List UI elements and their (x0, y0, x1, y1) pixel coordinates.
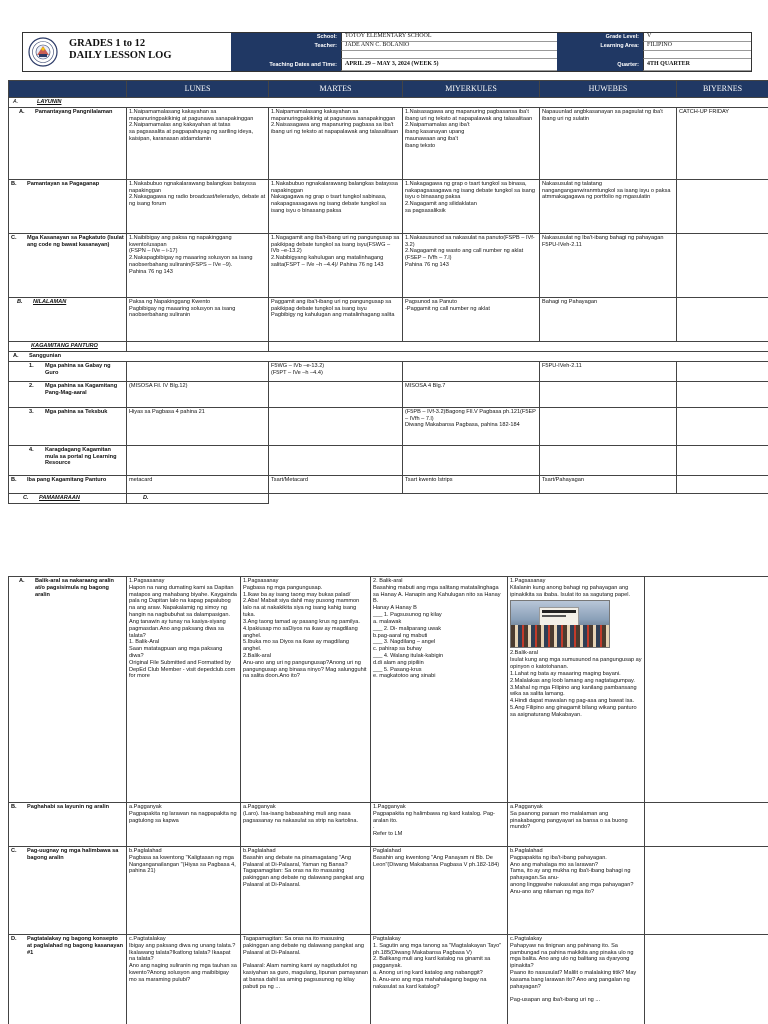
row-label (9, 233, 127, 297)
table-row (9, 803, 768, 847)
newspaper-subhead-bar (542, 615, 566, 617)
cell-miyerkules: Pagsunod sa Panuto -Paggamit ng call number ng aklat (403, 297, 540, 341)
cell-lunes (127, 445, 269, 475)
spacer-left (231, 51, 341, 59)
cell-biyernes (645, 935, 768, 1024)
header-info (231, 33, 751, 71)
kag-blank-wide (269, 341, 768, 351)
layunin-row (9, 97, 768, 107)
cell-huwebes: Napauunlad angbkasanayan sa pagsulat ng iba't ibang uri ng sulatin (540, 107, 677, 179)
row-letter: B. (17, 298, 23, 305)
cell-huwebes: b.Paglalahad Pagpapakita ng iba't-ibang pahayagan. Ano ang mahalaga mo sa larawan? Tama, ito ay ang mukha ng iba't-ibang bahagi ng pahayagan.Sa anu- anong linggwahe nakasulat ang mga pahayagan? Anu-ano ang nilaman ng mga ito? (508, 847, 645, 935)
info-row-1 (231, 33, 751, 42)
cell-miyerkules: 1.Pagganyak Pagpapakita ng halimbawa ng kard katalog. Pag-aralan ito. . Refer to LM (371, 803, 508, 847)
cell-martes: b.Paglalahad Basahin ang debate na pinamagatang "Ang Palaaral at Di-Palaaral, Yaman ng Bansa? Tagapamagitan: Sa oras na ito masusing pakinggan ang debate ng dalawang pangkat ang Palaaral at Di-Palaaral. (241, 847, 371, 935)
cell-miyerkules: 1.Nakagagawa ng grap o tsart tungkol sa binasa, nakapagsasagawa ng isang debate tungkol sa isang isyu o binasang paksa 2.Nagagamit ang silidaklatan sa pagsasaliksik (403, 179, 540, 233)
cell-huwebes: F5PU-IVeh-2.11 (540, 361, 677, 381)
row-letter: C. (11, 234, 17, 241)
spacer-right (557, 51, 643, 59)
cell-biyernes (677, 179, 768, 233)
day-header-row (9, 81, 768, 98)
row-label (9, 935, 127, 1024)
cell-huwebes (508, 577, 645, 803)
cell-huwebes (540, 407, 677, 445)
newspaper-photo (510, 600, 610, 648)
area-label: Learning Area: (557, 42, 643, 51)
teacher-value: JADE ANN C. BOLANIO (341, 42, 557, 51)
row-letter: B. (11, 804, 17, 810)
table-row (9, 847, 768, 935)
table-row (9, 107, 768, 179)
row-title: Mga pahina sa Kagamitang Pang-Mag-aaral (45, 382, 118, 396)
header-blank (9, 81, 127, 98)
row-num: 2. (29, 382, 34, 389)
row-title: Karagdagang Kagamitan mula sa portal ng Learning Resource (45, 446, 117, 467)
row-title: Pamantayang Pangnilalaman (35, 108, 113, 115)
pamamaraan-d: D. (127, 493, 269, 503)
row-label (9, 475, 127, 493)
row-label (9, 407, 127, 445)
cell-lunes: Paksa ng Napakinggang Kwento Pagbibigay ng maaaring solusyon sa isang naobserbahang suliranin (127, 297, 269, 341)
kagamitang-label: KAGAMITANG PANTURO (9, 341, 127, 351)
pamamaraan-letter: C. (23, 494, 29, 501)
kag-blank (127, 341, 269, 351)
kagamitang-row (9, 341, 768, 351)
quarter-value: 4TH QUARTER (643, 59, 751, 71)
deped-seal-icon (28, 37, 58, 67)
row-label (9, 381, 127, 407)
cell-lunes: Hiyas sa Pagbasa 4 pahina 21 (127, 407, 269, 445)
cell-lunes: 1.Nakabubuo ngnakalarawang balangkas batayssa napakinggan 2.Nakagagawa ng radio broadcast/teleradyo, debate at ng isang forum (127, 179, 269, 233)
huwebes-pagsasanay: 1.Pagsasanay Kilalanin kung anong bahagi ng pahayagan ang ipinakikita sa ibaba. Isulat ito sa sagutang papel. (510, 578, 631, 598)
cell-miyerkules (403, 361, 540, 381)
row-title: NILALAMAN (33, 298, 67, 305)
cell-martes (269, 381, 403, 407)
row-title: Iba pang Kagamitang Panturo (27, 476, 107, 483)
day-biyernes: BIYERNES (677, 81, 768, 98)
cell-lunes: 1.Naipamamalasang kakayahan sa mapanuringpakikinig at pagunawa sanapakinggan 2.Naipamamalas ang kakayahan at tatas sa pagsasalita at pagpapahayag ng sariling ideya, kaisipan, karanasan atdamdamin (127, 107, 269, 179)
cell-martes: Paggamit ang iba't-ibang uri ng pangungusap sa pakikipag debate tungkol sa isang isyu Pagbibigy ng kahulugan ang matalinhagang salita (269, 297, 403, 341)
row-title: Pag-uugnay ng mga halimbawa sa bagong aralin (27, 848, 119, 861)
school-value: TOTOY ELEMENTARY SCHOOL (341, 33, 557, 42)
row-label (9, 847, 127, 935)
cell-huwebes: Bahagi ng Pahayagan (540, 297, 677, 341)
cell-martes (269, 407, 403, 445)
cell-lunes: 1.Naibibigay ang paksa ng napakinggang kwento/usapan (FSPN – IVe – i-17) 2.Nakapagbibigay ng maaaring solusyon sa isang naobserbahang suliranin(FSPS – IVe –9). Pahina 76 ng 143 (127, 233, 269, 297)
pamamaraan-blank (269, 493, 768, 503)
cell-miyerkules: Tsart kwento lstrips (403, 475, 540, 493)
row-label (9, 577, 127, 803)
table-row (9, 381, 768, 407)
logo-area (23, 33, 231, 71)
title-line-1: GRADES 1 to 12 (69, 38, 146, 49)
cell-martes: Tsart/Metacard (269, 475, 403, 493)
nilalaman-row (9, 297, 768, 341)
table-row (9, 935, 768, 1024)
teacher-label: Teacher: (231, 42, 341, 51)
row-letter: C. (11, 848, 17, 854)
cell-miyerkules: 1.Nakasusunod sa nakasulat na panuto(FSPB – IVf-3.2) 2.Nagagamit ng wasto ang call number ng aklat (FSEP – IVfh – 7.l) Pahina 76 ng 143 (403, 233, 540, 297)
info-row-spacer (231, 51, 751, 59)
cell-lunes: a.Pagganyak Pagpapakita ng larawan na nagpapakita ng pagtulong sa kapwa (127, 803, 241, 847)
table-row (9, 179, 768, 233)
cell-miyerkules: Pagtalakay 1. Sagutin ang mga tanong sa "Magtalakayan Tayo" ph.185(Diwang Makabansa Pagbasa V) 2. Balikang muli ang kard katalog na ginamit sa pagganyak. a. Anong uri ng kard katalog ang nabanggit? b. Anu-ano ang mga mahahalagang bagay na nakasulat sa kard katalog? (371, 935, 508, 1024)
doc-title (69, 38, 172, 62)
layunin-cell (9, 97, 768, 107)
cell-biyernes (677, 475, 768, 493)
cell-miyerkules: 2. Balik-aral Basahing mabuti ang mga salitang matatalinghaga sa Hanay A. Hanapin ang Kahulugan nito sa Hanay B. Hanay A Hanay B ___ 1. Pagsusunog ng kilay a. malawak ___ 2. Di- maliparang uwak b.pag-aaral ng mabuti ___ 3. Nagdilang – angel c. pahirap sa buhay ___ 4. Walang itulak-kabigin d.di alam ang pipiliin ___ 5. Pasang-krus e. magkatotoo ang sinabi (371, 577, 508, 803)
cell-huwebes: Nakasusulat ng talatang nanganganganwiranmtungkol sa isang isyu o paksa atmmakagagawa ng portfolio ng mgasulatin (540, 179, 677, 233)
cell-miyerkules: 1.Naisasagawa ang mapanuring pagbasansa iba't ibang uri ng teksto at napapalawak ang talasalitaan 2.Naipamamalas ang iba't ibang kasanayan upang maunawaan ang iba't ibang teksto (403, 107, 540, 179)
cell-miyerkules: (F5PB – IVf-3.2)Bagong FIl.V Pagbasa ph.121(F5EP – IVfh – 7.l) Diwang Makabansa Pagbasa, pahina 182-184 (403, 407, 540, 445)
row-label (9, 361, 127, 381)
row-title: Mga pahina sa Gabay ng Guro (45, 362, 111, 376)
cell-miyerkules (403, 445, 540, 475)
layunin-label: LAYUNIN (37, 98, 62, 105)
row-title: Mga pahina sa Teksbuk (45, 408, 108, 415)
spacer-end (643, 51, 751, 59)
day-miyerkules: MIYERKULES (403, 81, 540, 98)
cell-huwebes (540, 381, 677, 407)
huwebes-balik-aral: 2.Balik-aral Isulat kung ang mga sumusunod na pangungusap ay opinyon o katotohanan. 1.Lahat ng bata ay maaaring maging bayani. 2.Malalakas ang loob lamang ang nagtatagumpay. 3.Mahal ng mga Filipino ang kanilang pambansang wika sa salita lamang. 4.Hindi dapat mawalan ng pag-asa ang bawat isa. 5.Ang Filipino ang ginagamit bilang wikang panturo sa asignaturang Makabayan. (510, 650, 642, 718)
table-row (9, 445, 768, 475)
cell-biyernes (645, 803, 768, 847)
dll-header (22, 32, 752, 72)
cell-martes: a.Pagganyak (Laro). Isa-isang babasahing muli ang nasa pagsasanay na nakasulat sa strip na kartolina. (241, 803, 371, 847)
cell-biyernes (677, 233, 768, 297)
pamamaraan-label: PAMAMARAAN (39, 494, 80, 501)
cell-martes: 1.Nagagamit ang iba't-ibang uri ng pangungusap sa pakikipag debate tungkol sa isang isyu(FSWG – IVb –e-13.2) 2.Nabibigyang kahulugan ang matalinhagang salita(FSPT – IVe –h –4.4)/ Pahina 76 ng 143 (269, 233, 403, 297)
sanggunian-cell (9, 351, 768, 361)
cell-biyernes (677, 297, 768, 341)
sanggunian-row (9, 351, 768, 361)
row-label (9, 445, 127, 475)
lesson-table-bottom (8, 576, 768, 1024)
table-row (9, 577, 768, 803)
layunin-letter: A. (13, 98, 19, 105)
row-label (9, 297, 127, 341)
pamamaraan-row (9, 493, 768, 503)
info-row-3 (231, 59, 751, 71)
sanggunian-label: Sanggunian (29, 352, 62, 359)
cell-huwebes (540, 445, 677, 475)
row-label (9, 179, 127, 233)
cell-lunes (127, 361, 269, 381)
table-row (9, 233, 768, 297)
grade-label: Grade Level: (557, 33, 643, 42)
title-line-2: DAILY LESSON LOG (69, 50, 172, 62)
cell-biyernes (677, 445, 768, 475)
row-title: Balik-aral sa nakaraang aralin at/o pagsisimula ng bagong aralin (35, 578, 114, 598)
lesson-table-top (8, 80, 768, 504)
sanggunian-letter: A. (13, 352, 19, 359)
cell-huwebes: Tsart/Pahayagan (540, 475, 677, 493)
info-row-2 (231, 42, 751, 51)
area-value: FILIPINO (643, 42, 751, 51)
row-letter: D. (11, 936, 17, 942)
row-label (9, 107, 127, 179)
day-lunes: LUNES (127, 81, 269, 98)
cell-lunes: (MISOSA Fil. IV Blg.12) (127, 381, 269, 407)
cell-biyernes: CATCH-UP FRIDAY (677, 107, 768, 179)
dates-label: Teaching Dates and Time: (231, 59, 341, 71)
table-row (9, 361, 768, 381)
row-title: Paghahabi sa layunin ng aralin (27, 804, 110, 810)
cell-biyernes (645, 847, 768, 935)
cell-miyerkules: MISOSA 4 Blg.7 (403, 381, 540, 407)
dates-value: APRIL 29 – MAY 3, 2024 (WEEK 5) (341, 59, 557, 71)
quarter-label: Quarter: (557, 59, 643, 71)
row-letter: A. (19, 578, 25, 584)
cell-lunes: c.Pagtatalakay Ibigay ang paksang diwa ng unang talata.?Ikalawang talata?Ikatlong talata? Ikaapat na talata? Ano ang naging suliranin ng mga tauhan sa kwento?Anong solusyon ang maibibigay mo sa maraming pulubi? (127, 935, 241, 1024)
cell-huwebes: a.Pagganyak Sa paanong paraan mo malalaman ang pinakabagong pangyayari sa bansa o sa buong mundo? (508, 803, 645, 847)
row-label (9, 803, 127, 847)
grade-value: V (643, 33, 751, 42)
cell-martes: 1.Nakabubuo ngnakalarawang balangkas batayssa napakinggan Nakagagawa ng grap o tsart tungkol sabinasa, nakapagsasagawa ng isang debate tungkol sa isang isyu o binasang paksa (269, 179, 403, 233)
school-label: School: (231, 33, 341, 42)
cell-martes: 1.Naipamamalasang kakayahan sa mapanuringpakikinig at pagunawa sanapakinggan 2.Naisasagawa ang mapanuring pagbasa sa iba't ibang uri ng teksto at napapalawak ang talasalitaan (269, 107, 403, 179)
row-num: 4. (29, 446, 34, 453)
cell-lunes: 1.Pagsasanay Hapon na nang dumating kami sa Dapitan matapos ang mahabang biyahe. Kaygainda pala ng Dapitan lalo na kapag papalubog na ang araw. Napakalamig ng simoy ng hangin na nagbubuhat sa dalampasigan. Ang tanawin ay tunay na kasiya-siyang pagmasdan.Ano ang paksang diwa sa talata? 1. Balik-Aral Saan matatagpuan ang mga paksang diwa? Original File Submitted and Formatted by DepEd Club Member - visit depedclub.com for more (127, 577, 241, 803)
cell-biyernes (677, 407, 768, 445)
pamamaraan-label-cell (9, 493, 127, 503)
cell-biyernes (677, 381, 768, 407)
row-title: Pagtatalakay ng bagong konsepto at paglalahad ng bagong kasanayan #1 (27, 936, 124, 956)
cell-martes: 1.Pagsasanay Pagbasa ng mga pangungusap. 1.Ikaw ba ay isang taong may bukas palad/ 2.Aba! Mabait siya dahil may pusong mammon lalo na at nakakikita siya ng isang kahig isang tuka. 3.Ang taong tamad ay pasang krus ng pamilya. 4.Ipakiusap mo saDiyos na ikaw ay magdilang anghel. 5.Ibuka mo sa Diyos na ikaw ay magdilang anghel. 2.Balik-aral Anu-ano ang uri ng pangungusap?Anong uri ng pangungusap ang binasa ninyo? Mag salungguhit na salita doon.Ano ito? (241, 577, 371, 803)
row-title: Mga Kasanayan sa Pagkatuto (Isulat ang code ng bawat kasanayan) (27, 234, 124, 248)
cell-biyernes (677, 361, 768, 381)
day-martes: MARTES (269, 81, 403, 98)
cell-martes (269, 445, 403, 475)
crowd-illustration (511, 625, 609, 647)
cell-miyerkules: Paglalahad Basahin ang kwentong "Ang Panayam ni Bb. De Leon"(Diwang Makabansa Pagbasa V ph.182-184) (371, 847, 508, 935)
row-num: 3. (29, 408, 34, 415)
cell-lunes: b.Paglalahad Pagbasa sa kwentong "Kaligtasan ng mga Nanganganailangan "(Hiyas sa Pagbasa 4, pahina 21) (127, 847, 241, 935)
spacer-mid (341, 51, 557, 59)
row-title: Pamantayan sa Pagaganap (27, 180, 100, 187)
row-letter: A. (19, 108, 25, 115)
row-letter: B. (11, 476, 17, 483)
iba-pang-row (9, 475, 768, 493)
row-letter: B. (11, 180, 17, 187)
newspaper-headline-bar (542, 610, 576, 613)
cell-huwebes: Nakasusulat ng Iba't-ibang bahagi ng pahayagan F5PU-IVeh-2.11 (540, 233, 677, 297)
cell-martes: Tagapamagitan: Sa oras na ito masusing pakinggan ang debate ng dalawang pangkat ang Palaaral at Di-Palaaral. Palaaral: Alam naming kami ay nagdudulot ng kasiyahan sa guro, magulang, lipunan pamayanan at bansa dahil sa aming pagsusunog ng kilay pabuti pa ng ... (241, 935, 371, 1024)
row-num: 1. (29, 362, 34, 369)
cell-huwebes: c.Pagtalakay Pahapyaw na tinignan ang pahinang ito. Sa pambungad na pahina makikita ang pinaka ulo ng mga balita. Ano ang ulo ng balitang sa dyaryong ipinakita? Paano ito nasusulat? Malilit o malalaking titik? May kasama bang larawan ito? Ano ang pangalan ng pahayagan? Pag-usapan ang iba't-ibang uri ng ... (508, 935, 645, 1024)
cell-biyernes (645, 577, 768, 803)
table-row (9, 407, 768, 445)
cell-martes: F5WG – IVb –e-13.2) (F5PT – IVe –h –4.4) (269, 361, 403, 381)
day-huwebes: HUWEBES (540, 81, 677, 98)
cell-lunes: metacard (127, 475, 269, 493)
